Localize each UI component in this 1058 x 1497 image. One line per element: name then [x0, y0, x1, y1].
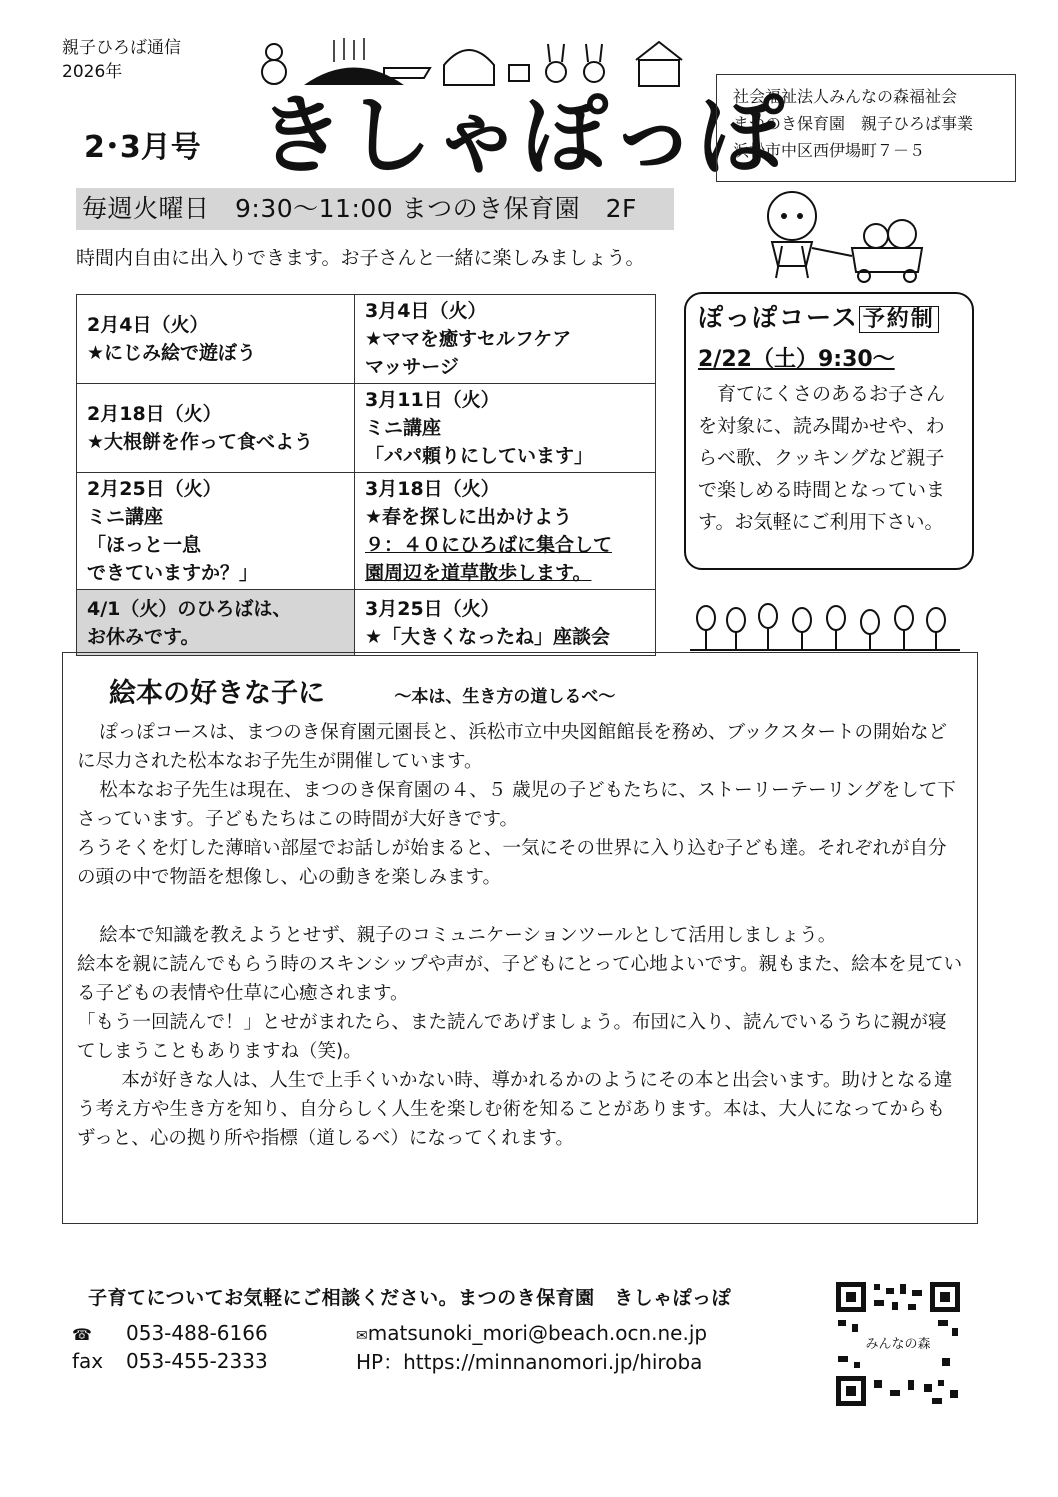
tree-icon	[334, 38, 364, 62]
sled-icon	[384, 68, 430, 78]
article-heading-row	[77, 671, 963, 710]
event-mar-11: 3月11日（火） ミニ講座 「パパ頼りにしています」	[355, 384, 656, 473]
closure-notice: 4/1（火）のひろばは、 お休みです。	[77, 590, 355, 656]
reservation-badge: 予約制	[859, 306, 939, 333]
poppo-course-box	[684, 292, 974, 570]
contact-phone-fax	[72, 1320, 268, 1374]
footer-message: 子育てについてお気軽にご相談ください。まつのき保育園 きしゃぽっぽ	[88, 1287, 732, 1309]
event-feb-25: 2月25日（火） ミニ講座 「ほっと一息 できていますか？」	[77, 473, 355, 590]
qr-caption: みんなの森	[865, 1337, 931, 1352]
fax-row	[72, 1348, 268, 1374]
article-box	[62, 652, 978, 1224]
house-icon	[636, 42, 682, 86]
article-paragraph: 松本なお子先生は現在、まつのき保育園の４、５ 歳児の子どもたちに、ストーリーテーリングをして下さっています。子どもたちはこの時間が大好きです。	[77, 780, 956, 830]
schedule-note: 時間内自由に出入りできます。お子さんと一緒に楽しみましょう。	[76, 247, 645, 269]
table-row	[77, 473, 656, 590]
event-feb-4: 2月4日（火） ★にじみ絵で遊ぼう	[77, 295, 355, 384]
snowman-icon	[262, 44, 286, 84]
phone-row	[72, 1320, 268, 1348]
event-mar-4: 3月4日（火） ★ママを癒すセルフケア マッサージ	[355, 295, 656, 384]
article-paragraph: 絵本で知識を教えようとせず、親子のコミュニケーションツールとして活用しましょう。	[99, 925, 837, 946]
igloo-icon	[444, 50, 494, 85]
publication-name: 親子ひろば通信	[62, 38, 181, 58]
article-paragraph: 「もう一回読んで！」とせがまれたら、また読んであげましょう。布団に入り、読んでいるうちに親が寝てしまうこともありますね（笑)。	[77, 1012, 947, 1062]
event-mar-18: 3月18日（火） ★春を探しに出かけよう ９：４０にひろばに集合して 園周辺を道草散歩します。	[355, 473, 656, 590]
email-link[interactable]: matsunoki_mori@beach.ocn.ne.jp	[367, 1321, 708, 1345]
table-row	[77, 384, 656, 473]
organization-name: 社会福祉法人みんなの森福祉会	[733, 87, 958, 106]
issue-label: 2･3月号	[84, 130, 201, 165]
event-mar-25: 3月25日（火） ★「大きくなったね」座談会	[355, 590, 656, 656]
publication-year: 2026年	[62, 62, 123, 82]
mail-icon: ✉	[356, 1328, 368, 1344]
course-title: ぽっぽコース	[698, 303, 859, 332]
article-paragraph: 絵本を親に読んでもらう時のスキンシップや声が、子どもにとって心地よいです。親もまた、絵本を見ている子どもの表情や仕草に心癒されます。	[77, 954, 963, 1004]
schedule-banner: 毎週火曜日 9:30～11:00 まつのき保育園 2F	[76, 188, 674, 230]
course-title-row	[698, 298, 960, 340]
fax-label: fax	[72, 1349, 104, 1373]
article-subheading: ～本は、生き方の道しるべ～	[394, 687, 616, 707]
events-table	[76, 294, 656, 656]
course-date: 2/22（土）9:30～	[698, 347, 895, 372]
phone-number[interactable]: 053-488-6166	[126, 1321, 268, 1345]
article-paragraph: ろうそくを灯した薄暗い部屋でお話しが始まると、一気にその世界に入り込む子ども達。それぞれが自分の頭の中で物語を想像し、心の動きを楽しみます。	[77, 838, 947, 888]
article-paragraph: ぽっぽコースは、まつのき保育園元園長と、浜松市立中央図館館長を務め、ブックスタートの開始などに尽力された松本なお子先生が開催しています。	[77, 722, 948, 772]
homepage-link[interactable]: https://minnanomori.jp/hiroba	[403, 1350, 703, 1374]
newsletter-title: きしゃぽっぽ	[258, 86, 786, 186]
article-heading: 絵本の好きな子に	[109, 678, 325, 709]
organization-box	[716, 74, 1016, 182]
organization-division: まつのき保育園 親子ひろば事業	[733, 114, 974, 133]
qr-code[interactable]	[834, 1280, 962, 1408]
flower-row-illustration	[690, 596, 960, 652]
organization-address: 浜松市中区西伊場町７－５	[733, 141, 926, 160]
hp-label: HP：	[356, 1350, 404, 1374]
phone-icon: ☎	[72, 1325, 92, 1344]
child-with-wagon-illustration	[752, 186, 952, 284]
email-row	[356, 1320, 707, 1349]
hill-icon	[304, 68, 404, 86]
article-paragraph: 本が好きな人は、人生で上手くいかない時、導かれるかのようにその本と出会います。助けとなる違う考え方や生き方を知り、自分らしく人生を楽しむ術を知ることがあります。本は、大人になってからもずっと、心の拠り所や指標（道しるべ）になってくれます。	[77, 1070, 953, 1149]
table-row	[77, 295, 656, 384]
contact-web	[356, 1320, 707, 1375]
publication-label	[62, 36, 181, 84]
fence-icon	[509, 65, 529, 81]
fax-number: 053-455-2333	[126, 1349, 268, 1373]
event-feb-18: 2月18日（火） ★大根餅を作って食べよう	[77, 384, 355, 473]
course-description: 育てにくさのあるお子さんを対象に、読み聞かせや、わらべ歌、クッキングなど親子で楽しめる時間となっています。お気軽にご利用下さい。	[698, 383, 946, 533]
banner-illustration	[244, 30, 684, 90]
rabbit-icon	[546, 44, 604, 82]
hp-row	[356, 1349, 707, 1375]
table-row	[77, 590, 656, 656]
